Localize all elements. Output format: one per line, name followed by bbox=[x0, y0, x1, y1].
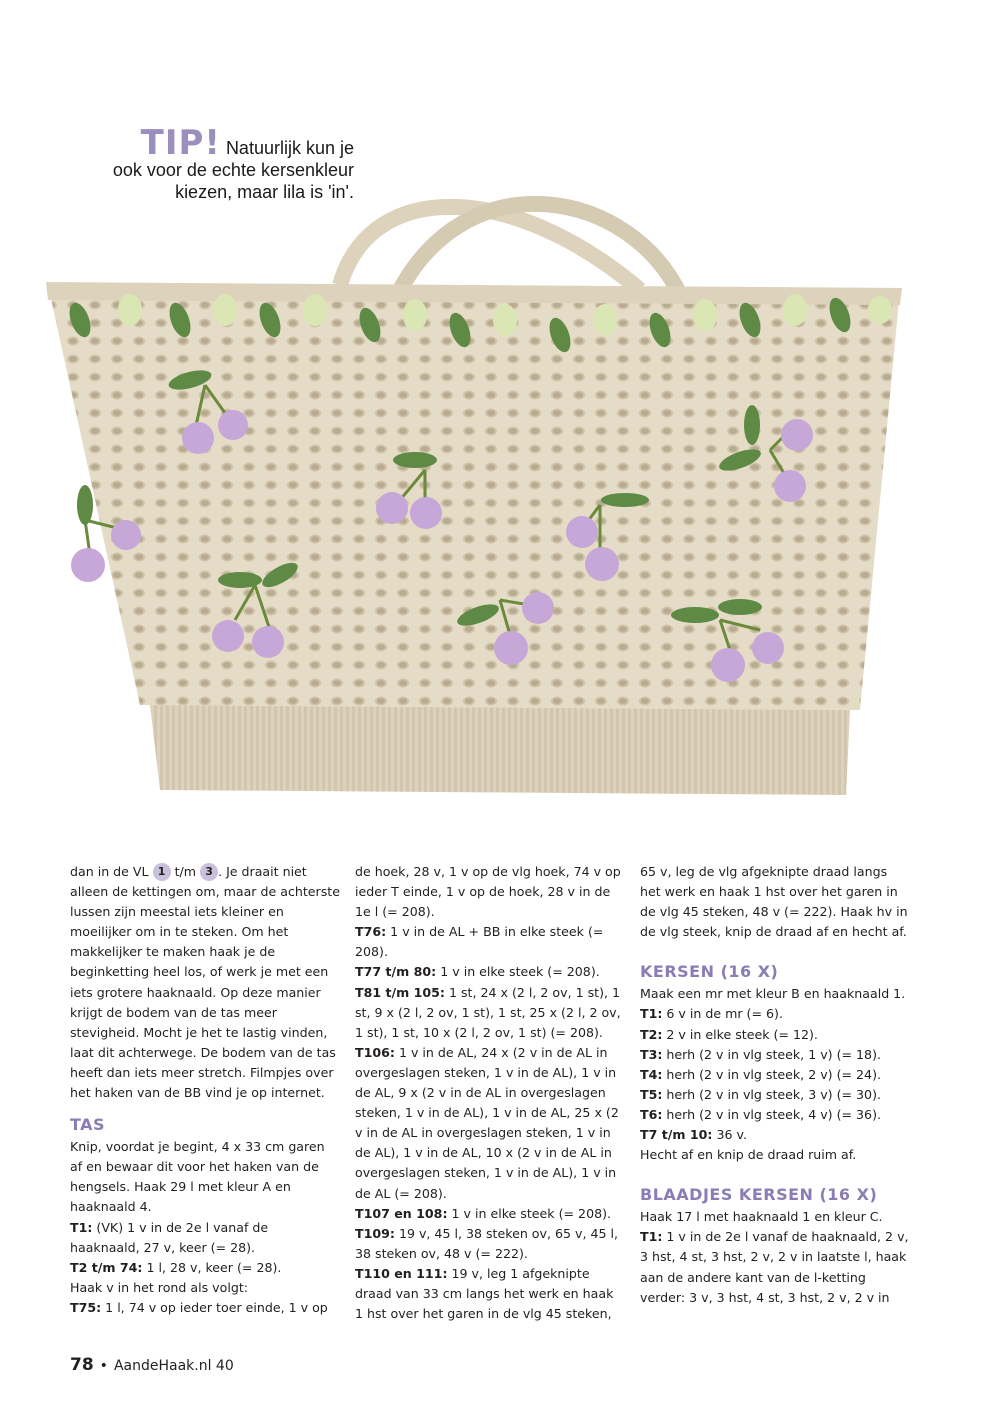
bag-photo bbox=[40, 170, 910, 810]
blaadjes-intro: Haak 17 l met haaknaald 1 en kleur C. bbox=[640, 1209, 883, 1225]
continued-text: de hoek, 28 v, 1 v op de vlg hoek, 74 v op ieder T einde, 1 v op de hoek, 28 v in de 1e l (= 208). bbox=[355, 864, 621, 920]
tip-text-1: Natuurlijk kun je bbox=[225, 138, 354, 158]
kersen-row bbox=[640, 1045, 910, 1065]
row-t76 bbox=[355, 922, 625, 962]
kersen-row bbox=[640, 1025, 910, 1045]
row-text: 19 v, 45 l, 38 steken ov, 65 v, 45 l, 38 steken ov, 48 v (= 222). bbox=[355, 1225, 618, 1261]
row-label: T4: bbox=[640, 1066, 663, 1082]
row-t75 bbox=[70, 1298, 340, 1318]
row-text: 1 v in de 2e l vanaf de haaknaald, 2 v, 3 hst, 4 st, 3 hst, 2 v, 2 v in laatste l, haak aan de andere kant van de l-ketting verder: 3 v, 3 hst, 4 st, 3 hst, 2 v, 2 v in bbox=[640, 1229, 909, 1305]
row-t1 bbox=[70, 1218, 340, 1258]
kersen-row bbox=[640, 1004, 910, 1024]
kersen-row bbox=[640, 1125, 910, 1145]
row-text: herh (2 v in vlg steek, 3 v) (= 30). bbox=[666, 1086, 881, 1102]
intro-paragraph bbox=[70, 862, 340, 1103]
row-label: T5: bbox=[640, 1086, 663, 1102]
intro-post: . Je draait niet alleen de kettingen om, maar de achterste lussen zijn meestal iets kleiner en moeilijker om in te steken. Om het makkelijker te maken haak je de beginketting heel los, of werk je met een iets grotere haaknaald. Op deze manier krijgt de bodem van de tas meer stevigheid. Mocht je het te lastig vinden, laat dit achterwege. De bodem van de tas heeft dan iets meer stretch. Filmpjes over het haken van de BB vind je op internet. bbox=[70, 864, 340, 1101]
row-t109 bbox=[355, 1224, 625, 1264]
page-footer bbox=[70, 1355, 234, 1375]
intro-pre: dan in de VL bbox=[70, 864, 149, 879]
row-text: 36 v. bbox=[716, 1127, 747, 1143]
page-number: 78 bbox=[70, 1355, 94, 1375]
row-text: 1 st, 24 x (2 l, 2 ov, 1 st), 1 st, 9 x (2 l, 2 ov, 1 st), 1 st, 25 x (2 l, 2 ov, 1 st), 1 st, 10 x (2 l, 2 ov, 1 st) (= 208). bbox=[355, 984, 621, 1040]
row-label: T75: bbox=[70, 1299, 102, 1315]
row-t77 bbox=[355, 962, 625, 982]
kersen-end: Hecht af en knip de draad ruim af. bbox=[640, 1147, 857, 1163]
heading-kersen: KERSEN (16 X) bbox=[640, 962, 779, 982]
row-label: T1: bbox=[640, 1006, 663, 1022]
tip-text-3: kiezen, maar lila is 'in'. bbox=[175, 182, 354, 202]
tip-word: TIP! bbox=[140, 123, 221, 163]
row-label: T6: bbox=[640, 1106, 663, 1122]
row-label: T2 t/m 74: bbox=[70, 1259, 143, 1275]
row-label: T1: bbox=[640, 1229, 663, 1245]
tip-line-1 bbox=[84, 123, 354, 163]
blaadjes-row-t1 bbox=[640, 1227, 910, 1307]
heading-blaadjes: BLAADJES KERSEN (16 X) bbox=[640, 1185, 878, 1205]
intro-mid: t/m bbox=[174, 864, 197, 879]
row-label: T81 t/m 105: bbox=[355, 984, 445, 1000]
row-text: 6 v in de mr (= 6). bbox=[666, 1006, 783, 1022]
row-text: 1 v in elke steek (= 208). bbox=[440, 964, 600, 980]
row-text: herh (2 v in vlg steek, 1 v) (= 18). bbox=[666, 1046, 881, 1062]
round-note: Haak v in het rond als volgt: bbox=[70, 1279, 249, 1295]
row-t2 bbox=[70, 1258, 340, 1278]
bag-bottom bbox=[150, 705, 850, 795]
text-column-1 bbox=[70, 862, 340, 1318]
row-t81 bbox=[355, 983, 625, 1043]
heading-tas: TAS bbox=[70, 1115, 106, 1135]
tip-text-2: ook voor de echte kersenkleur bbox=[112, 160, 354, 180]
kersen-row bbox=[640, 1085, 910, 1105]
kersen-row bbox=[640, 1105, 910, 1125]
row-text: (VK) 1 v in de 2e l vanaf de haaknaald, 27 v, keer (= 28). bbox=[70, 1219, 269, 1255]
row-label: T77 t/m 80: bbox=[355, 964, 437, 980]
row-text: 1 l, 74 v op ieder toer einde, 1 v op bbox=[105, 1299, 328, 1315]
row-label: T109: bbox=[355, 1225, 395, 1241]
row-text: 1 l, 28 v, keer (= 28). bbox=[146, 1259, 282, 1275]
row-text: 1 v in de AL + BB in elke steek (= 208). bbox=[355, 924, 604, 960]
row-text: herh (2 v in vlg steek, 2 v) (= 24). bbox=[666, 1066, 881, 1082]
row-label: T106: bbox=[355, 1044, 395, 1060]
row-text: 19 v, leg 1 afgeknipte draad van 33 cm langs het werk en haak 1 hst over het garen in de vlg 45 steken, bbox=[355, 1265, 614, 1322]
row-label: T110 en 111: bbox=[355, 1265, 448, 1281]
footer-separator: • bbox=[99, 1358, 108, 1374]
row-label: T7 t/m 10: bbox=[640, 1127, 713, 1143]
row-text: 2 v in elke steek (= 12). bbox=[666, 1026, 818, 1042]
row-t106 bbox=[355, 1043, 625, 1204]
row-label: T1: bbox=[70, 1219, 93, 1235]
row-label: T76: bbox=[355, 924, 387, 940]
round-marker-1: 1 bbox=[153, 863, 171, 881]
row-text: 1 v in de AL, 24 x (2 v in de AL in overgeslagen steken, 1 v in de AL), 1 v in de AL, 9 x (2 v in de AL in overgeslagen steken, 1 v in de AL), 1 v in de AL, 25 x (2 v in de AL in overgeslagen steken, 1 v in de AL), 1 v in de AL, 10 x (2 v in de AL in overgeslagen steken, 1 v in de AL), 1 v in de AL (= 208). bbox=[355, 1044, 619, 1201]
magazine-name: AandeHaak.nl 40 bbox=[113, 1358, 234, 1374]
row-label: T107 en 108: bbox=[355, 1205, 448, 1221]
round-marker-3: 3 bbox=[200, 863, 218, 881]
row-t110 bbox=[355, 1264, 625, 1324]
tas-intro: Knip, voordat je begint, 4 x 33 cm garen af en bewaar dit voor het haken van de hengsels. Haak 29 l met kleur A en haaknaald 4. bbox=[70, 1139, 325, 1215]
kersen-row bbox=[640, 1065, 910, 1085]
text-column-3 bbox=[640, 862, 910, 1308]
row-text: herh (2 v in vlg steek, 4 v) (= 36). bbox=[666, 1106, 881, 1122]
continued-text: 65 v, leg de vlg afgeknipte draad langs het werk en haak 1 hst over het garen in de vlg 45 steken, 48 v (= 222). Haak hv in de vlg steek, knip de draad af en hecht af. bbox=[640, 864, 908, 940]
row-t107 bbox=[355, 1204, 625, 1224]
row-text: 1 v in elke steek (= 208). bbox=[451, 1205, 612, 1221]
text-column-2 bbox=[355, 862, 625, 1324]
kersen-intro: Maak een mr met kleur B en haaknaald 1. bbox=[640, 986, 906, 1002]
row-label: T2: bbox=[640, 1026, 663, 1042]
row-label: T3: bbox=[640, 1046, 663, 1062]
